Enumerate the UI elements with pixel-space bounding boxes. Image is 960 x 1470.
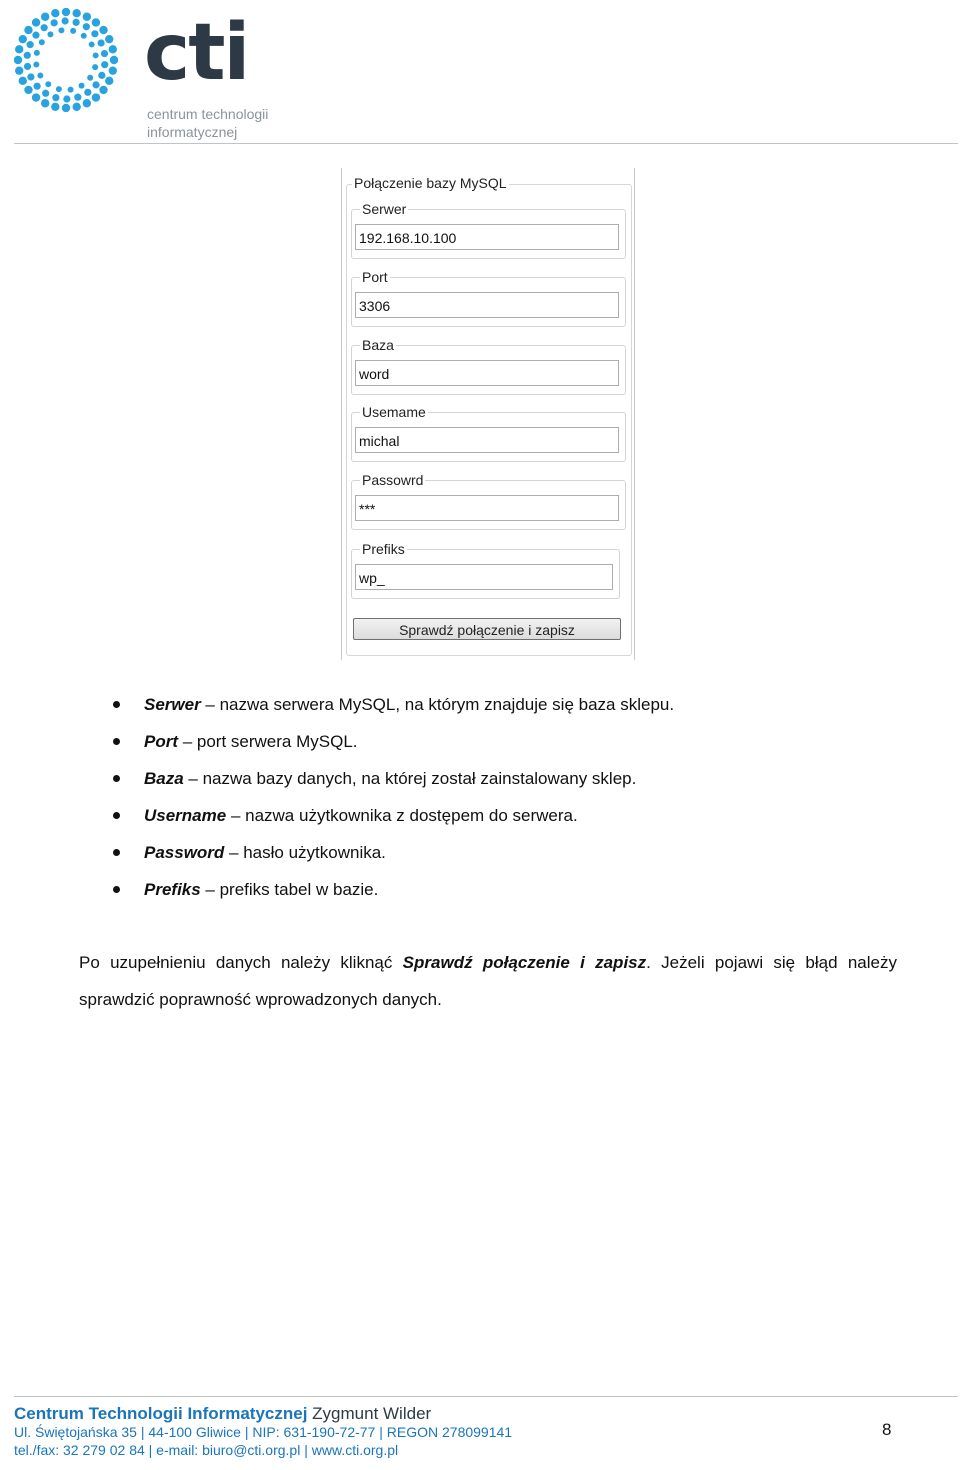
paragraph-text: Po uzupełnieniu danych należy kliknąć xyxy=(79,953,403,972)
footer xyxy=(14,1405,512,1459)
emblem-dot xyxy=(101,50,108,57)
header-divider xyxy=(14,143,958,144)
emblem-dot xyxy=(83,13,91,21)
password-fieldset xyxy=(351,472,626,530)
list-text: – nazwa bazy danych, na której został zainstalowany sklep. xyxy=(183,769,637,788)
footer-brand: Centrum Technologii Informatycznej xyxy=(14,1404,308,1423)
emblem-dot xyxy=(91,30,98,37)
emblem-dot xyxy=(32,93,40,101)
emblem-dot xyxy=(83,23,90,30)
emblem-dot xyxy=(45,81,51,87)
emblem-dot xyxy=(105,35,113,43)
emblem-dot xyxy=(24,26,32,34)
list-text: – nazwa użytkownika z dostępem do serwera. xyxy=(226,806,578,825)
emblem-dot xyxy=(51,103,59,111)
emblem-dot xyxy=(42,90,49,97)
emblem-dot xyxy=(24,86,32,94)
paragraph-emphasis: Sprawdź połączenie i zapisz xyxy=(402,953,647,972)
list-text: – port serwera MySQL. xyxy=(178,732,358,751)
emblem-dot xyxy=(92,64,98,70)
prefix-fieldset xyxy=(351,541,620,599)
footer-contact: tel./fax: 32 279 02 84 | e-mail: biuro@cti.org.pl | www.cti.org.pl xyxy=(14,1442,399,1458)
bullet-icon xyxy=(113,886,120,893)
list-term: Password xyxy=(144,843,225,862)
password-input[interactable]: *** xyxy=(355,495,619,521)
list-term: Port xyxy=(144,732,178,751)
list-term: Prefiks xyxy=(144,880,201,899)
username-label: Usemame xyxy=(362,404,426,420)
list-text: – hasło użytkownika. xyxy=(224,843,386,862)
emblem-dot xyxy=(89,41,95,47)
list-text: – nazwa serwera MySQL, na którym znajduje się baza sklepu. xyxy=(200,695,675,714)
emblem-dot xyxy=(62,17,69,24)
emblem-dot xyxy=(37,73,43,79)
emblem-dot xyxy=(27,73,34,80)
emblem-dot xyxy=(105,77,113,85)
emblem-dot xyxy=(34,83,41,90)
footer-address: Ul. Świętojańska 35 | 44-100 Gliwice | NIP: 631-190-72-77 | REGON 278099141 xyxy=(14,1424,513,1440)
emblem-dot xyxy=(98,39,105,46)
emblem-dot xyxy=(109,66,117,74)
list-item xyxy=(0,767,900,791)
server-input[interactable]: 192.168.10.100 xyxy=(355,224,619,250)
password-label: Passowrd xyxy=(362,472,424,488)
emblem-dot xyxy=(32,18,40,26)
logo-subtitle-line1: centrum technologii xyxy=(147,106,269,122)
emblem-dot xyxy=(83,99,91,107)
emblem-dot xyxy=(27,41,34,48)
bullet-icon xyxy=(113,812,120,819)
emblem-dot xyxy=(110,56,118,64)
emblem-dot xyxy=(62,8,70,16)
emblem-dot xyxy=(51,19,58,26)
list-item xyxy=(0,804,900,828)
emblem-dot xyxy=(41,99,49,107)
list-item xyxy=(0,841,900,865)
emblem-dot xyxy=(41,24,48,31)
footer-owner: Zygmunt Wilder xyxy=(307,1404,432,1423)
emblem-dot xyxy=(24,52,31,59)
list-item xyxy=(0,693,900,717)
bullet-icon xyxy=(113,701,120,708)
database-label: Baza xyxy=(362,337,394,353)
footer-divider xyxy=(14,1396,958,1397)
emblem-dot xyxy=(47,31,53,37)
bullet-icon xyxy=(113,775,120,782)
emblem-dot xyxy=(63,95,70,102)
list-term: Username xyxy=(144,806,227,825)
list-item xyxy=(0,878,900,902)
instruction-paragraph-line2: sprawdzić poprawność wprowadzonych danych. xyxy=(79,990,442,1009)
logo-subtitle-line2: informatycznej xyxy=(147,124,238,140)
emblem-dot xyxy=(84,89,91,96)
emblem-dot xyxy=(56,86,62,92)
username-input[interactable]: michal xyxy=(355,427,619,453)
database-input[interactable]: word xyxy=(355,360,619,386)
emblem-dot xyxy=(99,26,107,34)
port-fieldset xyxy=(351,269,626,327)
emblem-dot xyxy=(92,93,100,101)
page-number: 8 xyxy=(882,1420,892,1439)
emblem-dot xyxy=(92,81,99,88)
list-text: – prefiks tabel w bazie. xyxy=(200,880,379,899)
paragraph-text: . Jeżeli pojawi się błąd należy xyxy=(646,953,897,972)
database-fieldset xyxy=(351,337,626,395)
server-label: Serwer xyxy=(362,201,407,217)
port-input[interactable]: 3306 xyxy=(355,292,619,318)
emblem-dot xyxy=(79,83,85,89)
emblem-dot xyxy=(68,87,74,93)
emblem-dot xyxy=(92,18,100,26)
emblem-dot xyxy=(72,103,80,111)
bullet-icon xyxy=(113,738,120,745)
emblem-dot xyxy=(81,33,87,39)
dialog-title: Połączenie bazy MySQL xyxy=(354,175,507,191)
emblem-dot xyxy=(19,35,27,43)
emblem-dot xyxy=(93,52,99,58)
emblem-dot xyxy=(109,45,117,53)
emblem-dot xyxy=(19,77,27,85)
list-item xyxy=(0,730,900,754)
emblem-dot xyxy=(32,32,39,39)
emblem-dot xyxy=(58,27,64,33)
port-label: Port xyxy=(362,269,388,285)
emblem-dot xyxy=(101,61,108,68)
username-fieldset xyxy=(351,404,626,462)
list-term: Serwer xyxy=(144,695,201,714)
logo-wordmark: cti xyxy=(144,8,249,98)
instruction-paragraph-line1 xyxy=(79,951,897,975)
emblem-dot xyxy=(72,9,80,17)
emblem-dot xyxy=(99,86,107,94)
server-fieldset xyxy=(351,201,626,259)
emblem-dot xyxy=(73,19,80,26)
emblem-dot xyxy=(98,72,105,79)
cti-logo xyxy=(14,8,274,138)
emblem-dot xyxy=(70,28,76,34)
emblem-dot xyxy=(52,94,59,101)
emblem-dot xyxy=(24,63,31,70)
emblem-dot xyxy=(87,75,93,81)
emblem-dot xyxy=(34,50,40,56)
emblem-dot xyxy=(33,62,39,68)
emblem-dot xyxy=(51,9,59,17)
emblem-dot xyxy=(15,45,23,53)
list-term: Baza xyxy=(144,769,184,788)
prefix-input[interactable]: wp_ xyxy=(355,564,613,590)
emblem-dot xyxy=(14,56,22,64)
mysql-connection-dialog xyxy=(341,168,635,660)
emblem-dot xyxy=(15,66,23,74)
emblem-dot xyxy=(74,94,81,101)
prefix-label: Prefiks xyxy=(362,541,405,557)
bullet-icon xyxy=(113,849,120,856)
emblem-dot xyxy=(41,13,49,21)
emblem-dot xyxy=(62,104,70,112)
check-and-save-button[interactable]: Sprawdź połączenie i zapisz xyxy=(353,618,621,640)
logo-emblem-icon xyxy=(14,8,118,112)
emblem-dot xyxy=(39,39,45,45)
